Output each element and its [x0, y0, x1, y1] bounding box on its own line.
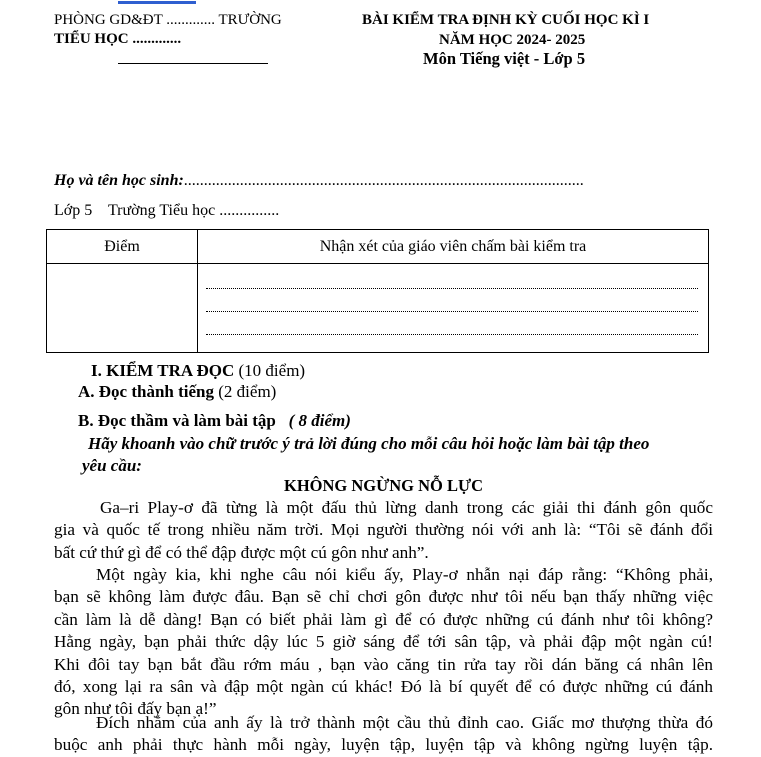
instruction-line2: yêu cầu:: [82, 456, 142, 475]
student-name-line[interactable]: [54, 170, 584, 192]
passage-line: buộc anh phải thực hành mỗi ngày, luyện tập, luyện tập và không ngừng luyện tập.: [54, 735, 713, 755]
passage-line: gôn như tôi đấy bạn ạ!”: [54, 699, 217, 719]
score-header: Điểm: [47, 230, 198, 264]
passage-line: Hằng ngày, bạn phải thức dậy lúc 5 giờ sáng để tới sân tập, và phải đập một ngàn cú!: [54, 632, 713, 652]
comment-dotted-line: [206, 289, 698, 312]
subject-title: Môn Tiếng việt - Lớp 5: [423, 49, 586, 68]
header-underline: [118, 63, 268, 64]
top-decoration-bar: [118, 1, 196, 4]
passage-title: KHÔNG NGỪNG NỖ LỰC: [284, 476, 484, 495]
school-year: NĂM HỌC 2024- 2025: [439, 32, 586, 48]
passage-line: Khi đôi tay bạn bắt đầu rớm máu , bạn vào căng tin rửa tay rồi dán băng cá nhân lên: [54, 654, 713, 674]
passage-line: Đích nhắm của anh ấy là trở thành một cầu thủ đỉnh cao. Giấc mơ thượng thừa đó: [96, 713, 713, 732]
passage-line: Một ngày kia, khi nghe câu nói kiểu ấy, Play-ơ nhẫn nại đáp rằng: “Không phải,: [96, 565, 713, 584]
school-header-line2: TIỂU HỌC .............: [54, 31, 182, 47]
passage-paragraph-3: [54, 712, 713, 757]
grade-table: [46, 229, 709, 353]
comment-dotted-line: [206, 312, 698, 335]
passage-line: Ga–ri Play-ơ đã từng là một đấu thủ lừng danh trong các giải thi đánh gôn quốc: [100, 498, 713, 517]
passage-line: gia và quốc tế trong nhiều năm trời. Mọi người thường nói với anh là: “Tôi sẽ đánh đổi: [54, 520, 713, 540]
passage-line: bất cứ thứ gì để có thể đập được một cú gôn như anh”.: [54, 542, 429, 562]
exam-title: BÀI KIỂM TRA ĐỊNH KỲ CUỐI HỌC KÌ I: [362, 12, 650, 28]
passage-paragraph-2: [54, 564, 713, 721]
student-name-label: Họ và tên học sinh:: [54, 172, 184, 189]
passage-line: bạn sẽ không làm được đâu. Bạn sẽ chỉ chơi gôn được như tôi nếu bạn thấy những việc: [54, 587, 713, 607]
part1-heading: I. KIỂM TRA ĐỌC (10 điểm): [91, 361, 306, 380]
passage-line: đó, xong lại ra sân và đập một ngàn cú khác! Đó là bí quyết để có được những cú đánh: [54, 677, 713, 697]
school-header-line1: PHÒNG GD&ĐT ............. TRƯỜNG: [54, 12, 282, 28]
instruction-line1: Hãy khoanh vào chữ trước ý trả lời đúng cho mỗi câu hỏi hoặc làm bài tập theo: [88, 434, 650, 453]
comment-cell[interactable]: [198, 264, 709, 353]
partB-heading: B. Đọc thầm và làm bài tập ( 8 điểm): [78, 411, 351, 430]
passage-line: cần làm là dễ dàng! Bạn có biết phải làm gì để có được những cú đánh như tôi không?: [54, 609, 713, 629]
student-name-dots: ....................................................................................................: [183, 172, 584, 189]
passage-paragraph-1: [54, 497, 713, 564]
score-cell[interactable]: [47, 264, 198, 353]
comment-dotted-line: [206, 266, 698, 289]
comment-header: Nhận xét của giáo viên chấm bài kiểm tra: [198, 230, 709, 264]
partA-heading: A. Đọc thành tiếng (2 điểm): [78, 382, 277, 401]
class-school-line[interactable]: Lớp 5 Trường Tiểu học ...............: [54, 202, 280, 219]
